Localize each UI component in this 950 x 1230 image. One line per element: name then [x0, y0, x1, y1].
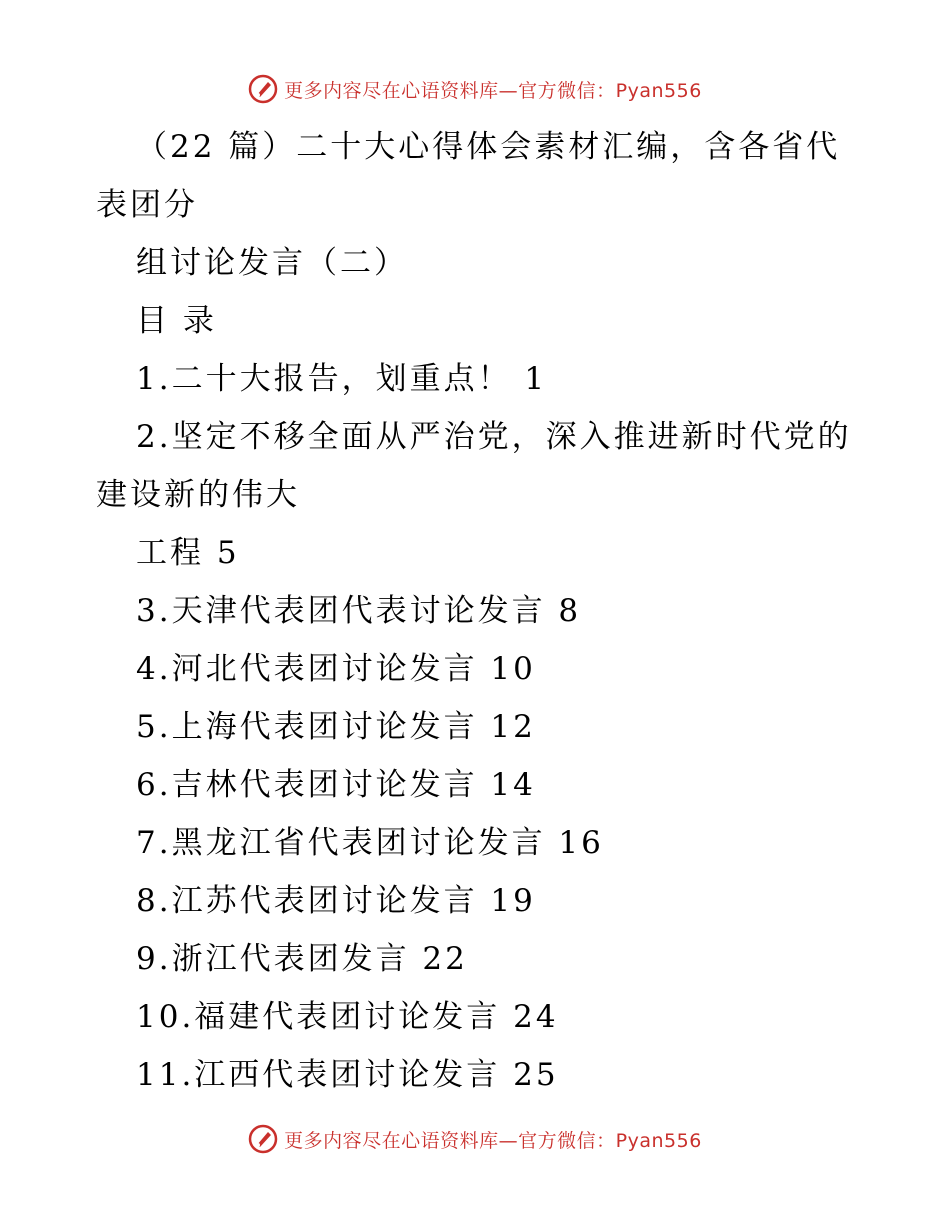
toc-item: 6.吉林代表团讨论发言 14: [136, 767, 536, 803]
toc-item-continuation: 工程 5: [136, 535, 240, 571]
pen-logo-icon: [248, 74, 278, 104]
toc-item-continuation: 建设新的伟大: [96, 477, 300, 513]
document-title-line-1: （22 篇）二十大心得体会素材汇编，含各省代: [136, 129, 841, 165]
toc-item: 7.黑龙江省代表团讨论发言 16: [136, 825, 604, 861]
document-body: [96, 118, 886, 1104]
toc-heading: 目 录: [136, 303, 217, 339]
toc-item: 9.浙江代表团发言 22: [136, 941, 468, 977]
toc-item: 5.上海代表团讨论发言 12: [136, 709, 536, 745]
pen-logo-icon: [248, 1124, 278, 1154]
toc-item: 3.天津代表团代表讨论发言 8: [136, 593, 582, 629]
footer-watermark: [0, 1124, 950, 1154]
watermark-text: 更多内容尽在心语资料库—官方微信：Pyan556: [284, 1129, 702, 1152]
toc-item: 4.河北代表团讨论发言 10: [136, 651, 536, 687]
document-title-line-2: 表团分: [96, 187, 198, 223]
toc-item: 11.江西代表团讨论发言 25: [136, 1057, 559, 1093]
watermark-text: 更多内容尽在心语资料库—官方微信：Pyan556: [284, 79, 702, 102]
toc-item: 2.坚定不移全面从严治党，深入推进新时代党的: [136, 419, 852, 455]
toc-item: 1.二十大报告，划重点！ 1: [136, 361, 548, 397]
header-watermark: [0, 74, 950, 104]
toc-item: 8.江苏代表团讨论发言 19: [136, 883, 536, 919]
document-title-line-3: 组讨论发言（二）: [136, 245, 408, 281]
toc-item: 10.福建代表团讨论发言 24: [136, 999, 559, 1035]
